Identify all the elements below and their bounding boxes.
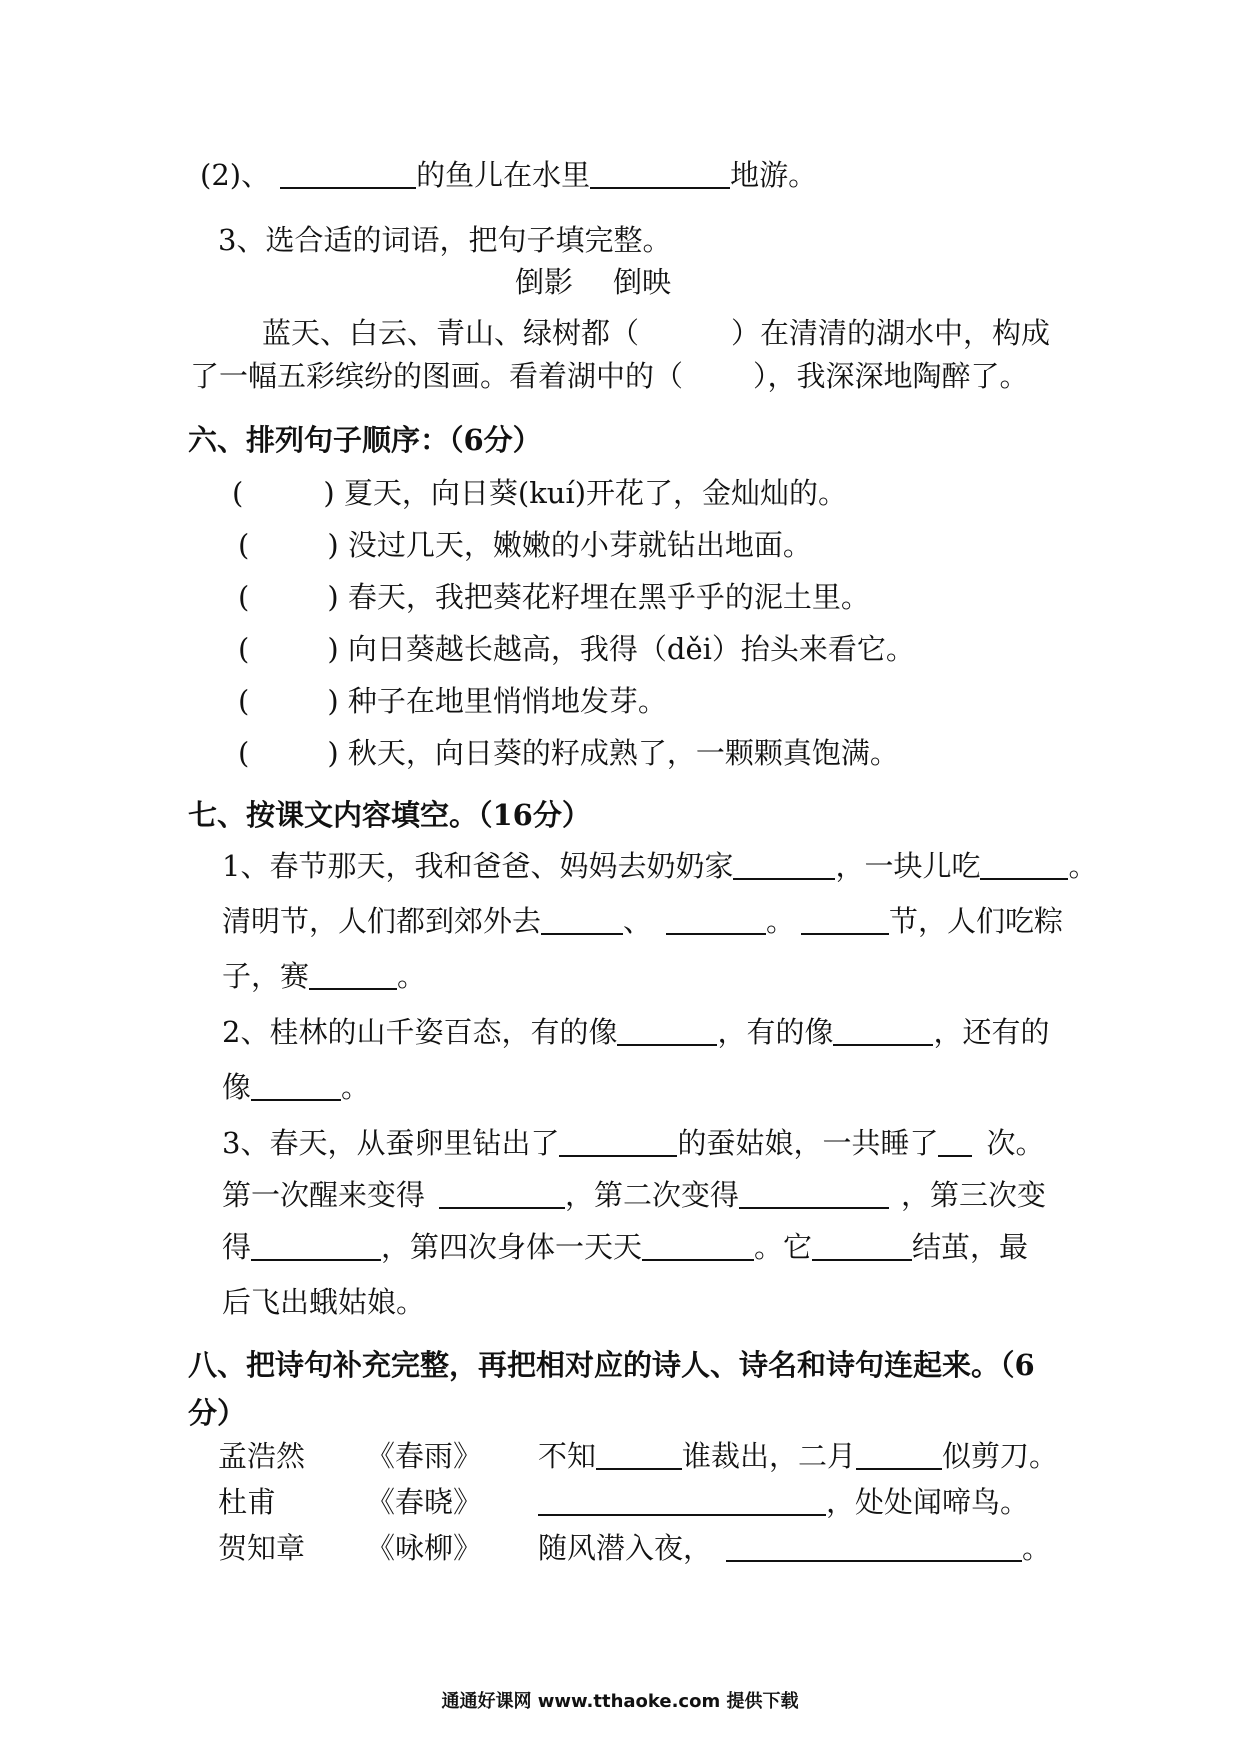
poem-title[interactable]: 《咏柳》 [366, 1531, 483, 1565]
ordering-item-text: 秋天，向日葵的籽成熟了，一颗颗真饱满。 [347, 736, 899, 770]
answer-blank[interactable] [726, 1530, 1022, 1562]
paren-open: ( [238, 736, 250, 770]
paren-open: ( [238, 684, 250, 718]
paren-close: ) [327, 684, 339, 718]
answer-blank[interactable] [596, 1438, 682, 1470]
sentence-text: 蓝天、白云、青山、绿树都（ [262, 316, 640, 350]
answer-blank[interactable] [833, 1014, 933, 1046]
poem-title[interactable]: 《春晓》 [366, 1485, 483, 1519]
answer-blank[interactable] [642, 1229, 754, 1261]
paren-open: ( [232, 476, 244, 510]
answer-blank[interactable] [439, 1177, 565, 1209]
paren-close: ) [323, 476, 335, 510]
answer-blank[interactable] [666, 903, 766, 935]
fill-text: ，一块儿吃 [835, 849, 981, 883]
fill-text: 次。 [986, 1126, 1045, 1160]
answer-blank[interactable] [541, 903, 623, 935]
paren-close: ) [327, 736, 339, 770]
verse-text: 谁裁出，二月 [682, 1439, 857, 1473]
fill-text: ，第三次变 [901, 1178, 1047, 1212]
fill-text: 清明节，人们都到郊外去 [222, 904, 542, 938]
paren-open: ( [238, 528, 250, 562]
q7-2-line-1 [222, 1012, 1049, 1052]
fill-text: 结茧，最 [912, 1230, 1029, 1264]
verse-text: 随风潜入夜， [538, 1531, 713, 1565]
fill-text: 得 [222, 1230, 252, 1264]
fill-text: 1、春节那天，我和爸爸、妈妈去奶奶家 [222, 849, 734, 883]
page-footer: 通通好课网 www.tthaoke.com 提供下载 [441, 1691, 799, 1712]
answer-blank[interactable] [280, 157, 416, 189]
ordering-item [232, 473, 847, 513]
fill-text: 子，赛 [222, 959, 310, 993]
q5-3-title: 3、选合适的词语，把句子填完整。 [218, 223, 672, 257]
poet-column [218, 1436, 305, 1574]
verse-line[interactable] [538, 1482, 1058, 1528]
verse-text: ，处处闻啼鸟。 [826, 1485, 1030, 1519]
ordering-item [238, 629, 915, 669]
verse-text: 似剪刀。 [942, 1439, 1059, 1473]
q7-3-line-3 [222, 1227, 1028, 1267]
poem-title[interactable]: 《春雨》 [366, 1439, 483, 1473]
q7-3-line-2 [222, 1175, 1046, 1215]
answer-blank[interactable] [938, 1125, 972, 1157]
answer-blank[interactable] [559, 1125, 677, 1157]
ordering-item-text: 春天，我把葵花籽埋在黑乎乎的泥土里。 [347, 580, 870, 614]
fill-text: 。 [1068, 849, 1098, 883]
q5-3-sentence-2 [190, 356, 1029, 396]
q5-2-line [200, 155, 817, 195]
verse-text: 。 [1022, 1531, 1052, 1565]
answer-blank[interactable] [739, 1177, 889, 1209]
q5-3-sentence-1 [262, 313, 1050, 353]
fill-text: 。 [341, 1070, 371, 1104]
answer-blank[interactable] [980, 848, 1068, 880]
option-word: 倒影 [515, 265, 574, 299]
q7-1-line-2 [222, 901, 1063, 941]
ordering-item [238, 681, 667, 721]
poem-title-column [366, 1436, 482, 1574]
poet-name[interactable]: 贺知章 [218, 1531, 306, 1565]
answer-blank[interactable] [309, 958, 397, 990]
answer-blank[interactable] [251, 1069, 341, 1101]
verse-line[interactable] [538, 1528, 1058, 1574]
verse-column [538, 1436, 1058, 1574]
q7-3-line-4: 后飞出蛾姑娘。 [222, 1285, 426, 1319]
answer-blank[interactable] [538, 1484, 826, 1516]
paren-open: ( [238, 632, 250, 666]
ordering-item [238, 577, 870, 617]
q7-2-line-2 [222, 1067, 370, 1107]
section-8-title-cont: 分） [188, 1396, 247, 1430]
word-options [515, 262, 671, 302]
fill-text: ，有的像 [717, 1015, 834, 1049]
paren-close: ) [327, 580, 339, 614]
verse-text: 不知 [538, 1439, 597, 1473]
q7-3-line-1 [222, 1123, 1044, 1163]
poet-name[interactable]: 杜甫 [218, 1485, 277, 1519]
sentence-text: ），我深深地陶醉了。 [753, 359, 1029, 393]
fill-text: ，第四次身体一天天 [381, 1230, 643, 1264]
fill-text: ，还有的 [933, 1015, 1050, 1049]
q7-1-line-3 [222, 956, 426, 996]
fill-text: ，第二次变得 [565, 1178, 740, 1212]
fill-text: 节，人们吃粽 [889, 904, 1064, 938]
fill-text: 像 [222, 1070, 252, 1104]
verse-line[interactable] [538, 1436, 1058, 1482]
answer-blank[interactable] [590, 157, 730, 189]
ordering-item [238, 733, 899, 773]
ordering-item-text: 夏天，向日葵(kuí)开花了，金灿灿的。 [343, 476, 848, 510]
ordering-item-text: 没过几天，嫩嫩的小芽就钻出地面。 [347, 528, 812, 562]
section-7-title: 七、按课文内容填空。（16分） [188, 798, 591, 832]
fill-text: 第一次醒来变得 [222, 1178, 426, 1212]
fill-text: 3、春天，从蚕卵里钻出了 [222, 1126, 560, 1160]
ordering-item-text: 种子在地里悄悄地发芽。 [347, 684, 667, 718]
ordering-item [238, 525, 812, 565]
answer-blank[interactable] [733, 848, 835, 880]
fill-text: 、 [623, 904, 653, 938]
sentence-text: ）在清清的湖水中，构成 [731, 316, 1051, 350]
option-word: 倒映 [613, 265, 672, 299]
paren-open: ( [238, 580, 250, 614]
ordering-item-text: 向日葵越长越高，我得（děi）抬头来看它。 [347, 632, 915, 666]
q7-1-line-1 [222, 846, 1097, 886]
fill-text: 。 [766, 904, 796, 938]
poet-name[interactable]: 孟浩然 [218, 1439, 306, 1473]
fill-text: 2、桂林的山千姿百态，有的像 [222, 1015, 618, 1049]
q5-2-label: (2)、 [200, 158, 271, 192]
answer-blank[interactable] [801, 903, 889, 935]
answer-blank[interactable] [617, 1014, 717, 1046]
section-8-title: 八、把诗句补充完整，再把相对应的诗人、诗名和诗句连起来。（6 [188, 1348, 1035, 1382]
sentence-text: 了一幅五彩缤纷的图画。看着湖中的（ [190, 359, 684, 393]
fill-text: 的蚕姑娘，一共睡了 [677, 1126, 939, 1160]
q5-2-text-end: 地游。 [730, 158, 818, 192]
section-6-title: 六、排列句子顺序：（6分） [188, 423, 542, 457]
answer-blank[interactable] [812, 1229, 912, 1261]
answer-blank[interactable] [856, 1438, 942, 1470]
paren-close: ) [327, 528, 339, 562]
fill-text: 。它 [754, 1230, 813, 1264]
paren-close: ) [327, 632, 339, 666]
fill-text: 。 [397, 959, 427, 993]
q5-2-text: 的鱼儿在水里 [416, 158, 591, 192]
answer-blank[interactable] [251, 1229, 381, 1261]
